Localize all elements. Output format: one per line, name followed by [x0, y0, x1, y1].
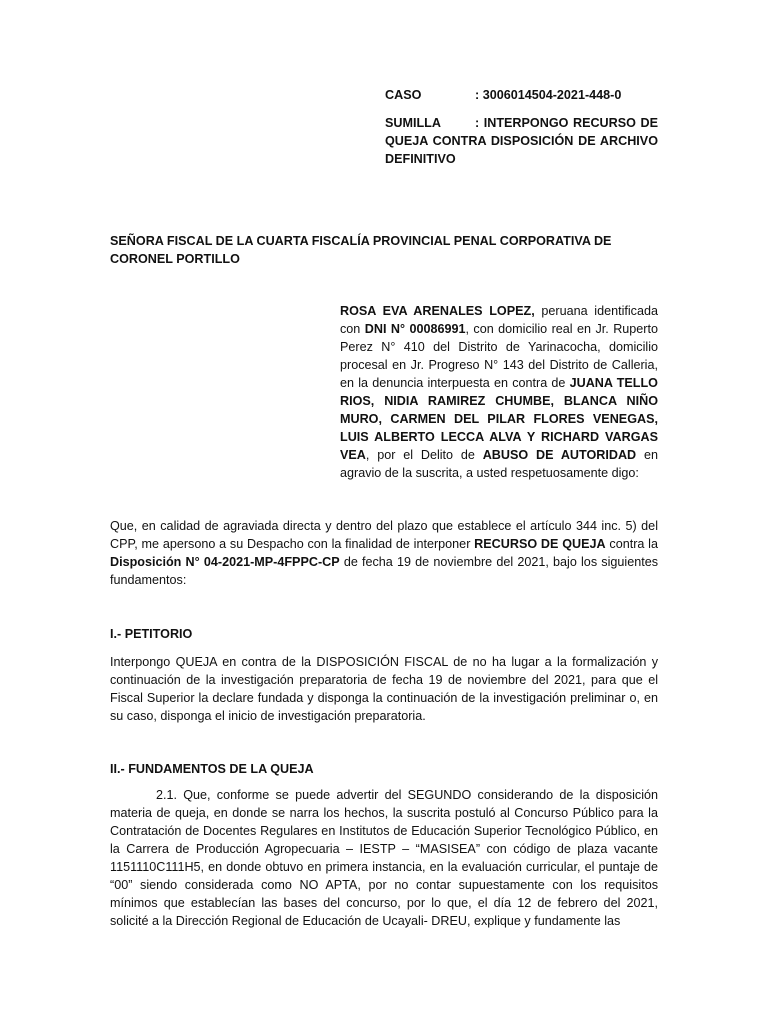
- complainant-dni: DNI N° 00086991: [364, 322, 466, 336]
- fundamentos-text: 2.1. Que, conforme se puede advertir del SEGUNDO considerando de la disposición materia de queja, en donde se narra los hechos, la suscrita postuló al Concurso Público para la Contratación de Docentes Regulares en Institutos de Educación Superior Tecnológico Público, en la Carrera de Producción Agropecuaria – IESTP – “MASISEA” con código de plaza vacante 1151110C111H5, en donde obtuvo en primera instancia, en la evaluación curricular, el puntaje de “00” siendo considerada como NO APTA, por no contar supuestamente con los requisitos mínimos que establecían las bases del concurso, por lo que, el día 12 de febrero del 2021, solicité a la Dirección Regional de Educación de Ucayali- DREU, explique y fundamente las: [110, 788, 658, 928]
- petitorio-paragraph: Interpongo QUEJA en contra de la DISPOSICIÓN FISCAL de no ha lugar a la formalización y continuación de la investigación preparatoria de fecha 19 de noviembre del 2021, para que el Fiscal Superior la declare fundada y disponga la continuación de la investigación preliminar o, en su caso, disponga el inicio de investigación preparatoria.: [110, 655, 658, 723]
- intro-text: Que, en calidad de agraviada directa y dentro del plazo que establece el artículo 344 inc. 5) del CPP, me apersono a su Despacho con la finalidad de interponer: [110, 519, 658, 551]
- fundamentos-heading: II.- FUNDAMENTOS DE LA QUEJA: [110, 762, 314, 776]
- crime-name: ABUSO DE AUTORIDAD: [482, 448, 637, 462]
- intro-paragraph: [110, 517, 658, 589]
- disposition-number: Disposición N° 04-2021-MP-4FPPC-CP: [110, 555, 340, 569]
- summary-line: [385, 114, 658, 168]
- addressee-heading: SEÑORA FISCAL DE LA CUARTA FISCALÍA PROVINCIAL PENAL CORPORATIVA DE CORONEL PORTILLO: [110, 234, 612, 266]
- case-number: : 3006014504-2021-448-0: [475, 88, 622, 102]
- summary-text: : INTERPONGO RECURSO DE QUEJA CONTRA DISPOSICIÓN DE ARCHIVO DEFINITIVO: [385, 116, 658, 166]
- party-address-text: , con domicilio real en Jr. Ruperto Perez N° 410 del Distrito de Yarinacocha, domicilio procesal en Jr. Progreso N° 143 del Distrito de Calleria, en la denuncia interpuesta en contra de: [340, 322, 658, 390]
- accused-names: JUANA TELLO RIOS, NIDIA RAMIREZ CHUMBE, BLANCA NIÑO MURO, CARMEN DEL PILAR FLORES VENEGAS, LUIS ALBERTO LECCA ALVA Y RICHARD VARGAS VEA: [340, 376, 658, 462]
- intro-text-2: contra la: [605, 537, 658, 551]
- party-text-2: , por el Delito de: [365, 448, 483, 462]
- complainant-name: ROSA EVA ARENALES LOPEZ,: [340, 304, 535, 318]
- summary-label: SUMILLA: [385, 116, 441, 130]
- appeal-type: RECURSO DE QUEJA: [474, 537, 606, 551]
- fundamentos-paragraph: [110, 786, 658, 930]
- party-identification-paragraph: [340, 302, 658, 482]
- case-label: CASO: [385, 88, 422, 102]
- case-number-line: [385, 86, 658, 104]
- party-text: peruana identificada con: [340, 304, 658, 336]
- party-text-3: en agravio de la suscrita, a usted respetuosamente digo:: [340, 448, 658, 480]
- intro-text-3: de fecha 19 de noviembre del 2021, bajo los siguientes fundamentos:: [110, 555, 658, 587]
- petitorio-heading: I.- PETITORIO: [110, 627, 193, 641]
